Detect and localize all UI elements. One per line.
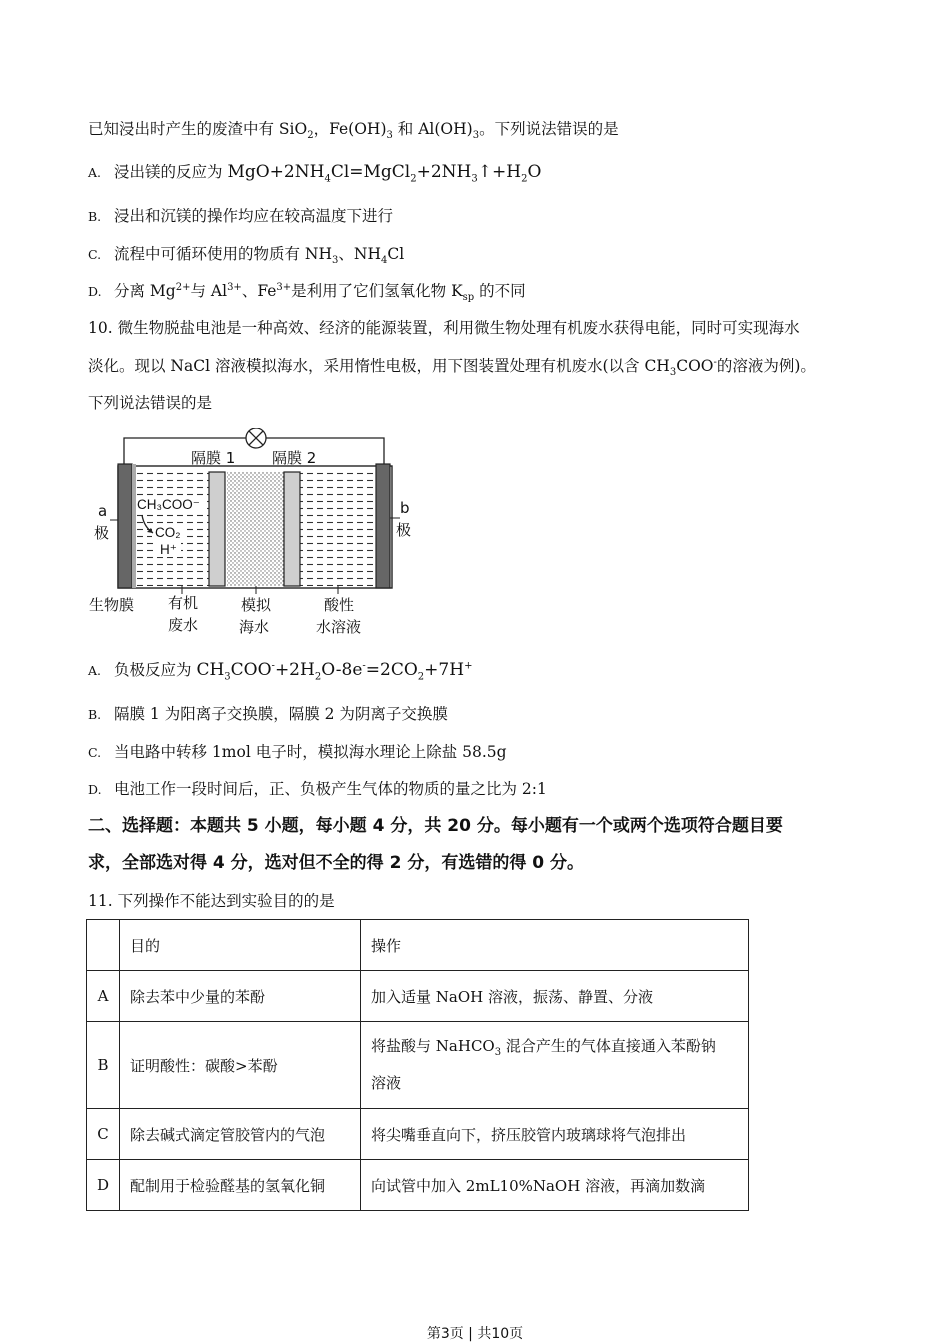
electrode-a-label: a [98, 502, 108, 520]
option-text: 流程中可循环使用的物质有 NH [114, 245, 333, 263]
seawater-label: 模拟 [241, 596, 272, 614]
option-label: A. [88, 663, 102, 678]
op-text: 溶液 [371, 1074, 402, 1092]
q9-option-d [88, 281, 526, 302]
option-text: 、NH [338, 245, 381, 263]
page-footer: 第3页 | 共10页 [426, 1326, 524, 1342]
q10-option-a [88, 660, 472, 681]
electrode-b-label: 极 [396, 521, 412, 539]
sup: 3+ [276, 281, 292, 293]
membrane-2-label: 隔膜 2 [272, 449, 317, 467]
table-row [87, 1109, 749, 1160]
option-label: D. [88, 782, 102, 797]
eq-part: +2H [274, 660, 315, 680]
eq-part: ↑+H [477, 162, 522, 182]
table-header-row [87, 920, 749, 971]
q10-option-b [88, 704, 448, 725]
option-text: 浸出镁的反应为 [114, 163, 228, 181]
row-key: D [87, 1160, 120, 1211]
row-purpose: 配制用于检验醛基的氢氧化铜 [120, 1160, 361, 1211]
sup: - [362, 660, 366, 672]
q10-option-d [88, 779, 547, 800]
sub: 3 [224, 671, 231, 683]
sub: 3 [472, 130, 480, 142]
q10-stem-line3 [88, 393, 212, 413]
q9-option-b [88, 206, 393, 227]
membrane-1-label: 隔膜 1 [191, 449, 236, 467]
eq-part: CH [196, 660, 225, 680]
sub: 2 [521, 173, 528, 185]
equation [196, 660, 473, 683]
membrane-2 [284, 472, 300, 586]
sub: 3 [494, 1047, 502, 1058]
q10-stem-line2 [88, 356, 816, 379]
sub: 3 [332, 255, 339, 267]
electrode-b-label: b [400, 499, 410, 517]
option-text: 分离 Mg [114, 282, 176, 300]
sub: 4 [324, 173, 331, 185]
eq-part: O [527, 162, 542, 182]
row-key: B [87, 1022, 120, 1109]
option-text: 当电路中转移 1mol 电子时，模拟海水理论上除盐 58.5g [114, 743, 507, 761]
experiment-table [86, 919, 749, 1211]
row-operation: 将尖嘴垂直向下，挤压胶管内玻璃球将气泡排出 [361, 1109, 749, 1160]
option-text: 隔膜 1 为阳离子交换膜，隔膜 2 为阴离子交换膜 [114, 705, 448, 723]
q9-option-a [88, 162, 541, 183]
eq-part: MgO+2NH [227, 162, 325, 182]
electrode-b [376, 464, 390, 588]
membrane-1 [209, 472, 225, 586]
option-text: 是利用了它们氢氧化物 K [291, 282, 463, 300]
option-text: 浸出和沉镁的操作均应在较高温度下进行 [114, 207, 394, 225]
seawater-label: 海水 [239, 618, 270, 636]
bulb-icon [246, 428, 266, 448]
intro-text: 已知浸出时产生的废渣中有 SiO [88, 120, 308, 138]
stem-text: 淡化。现以 NaCl 溶液模拟海水，采用惰性电极，用下图装置处理有机废水(以含 CH [88, 357, 670, 375]
q10-option-c [88, 742, 507, 763]
q10-stem-line1 [88, 318, 800, 338]
sub: 4 [380, 255, 388, 267]
row-operation: 加入适量 NaOH 溶液，振荡、静置、分液 [361, 971, 749, 1022]
intro-text: 和 Al(OH) [392, 120, 473, 138]
q11-stem [88, 891, 335, 911]
table-row [87, 1160, 749, 1211]
q9-option-c [88, 244, 404, 265]
sup: - [271, 660, 275, 672]
stem-text: COO [676, 357, 714, 375]
species-h: H⁺ [160, 542, 177, 557]
stem-text: 10. 微生物脱盐电池是一种高效、经济的能源装置，利用微生物处理有机废水获得电能，同时可实现海水 [88, 319, 800, 337]
sub: 2 [307, 130, 314, 142]
option-label: C. [88, 745, 102, 760]
intro-line [88, 119, 619, 142]
table-row [87, 971, 749, 1022]
stem-text: 下列说法错误的是 [88, 394, 213, 412]
row-operation: 向试管中加入 2mL10%NaOH 溶液，再滴加数滴 [361, 1160, 749, 1211]
eq-part: COO [230, 660, 272, 680]
acid-label: 酸性 [324, 596, 355, 614]
eq-part: O-8e [321, 660, 363, 680]
organic-label: 有机 [168, 594, 199, 612]
option-text: 负极反应为 [114, 661, 197, 679]
battery-diagram [86, 428, 416, 643]
sub: 3 [386, 130, 393, 142]
row-key: C [87, 1109, 120, 1160]
biofilm-label: 生物膜 [89, 596, 135, 614]
table-header: 操作 [361, 920, 749, 971]
organic-label: 废水 [168, 616, 199, 634]
eq-part: +2NH [416, 162, 472, 182]
sub: 2 [314, 671, 322, 683]
row-purpose: 除去碱式滴定管胶管内的气泡 [120, 1109, 361, 1160]
species-acetate: CH₃COO⁻ [137, 497, 200, 512]
species-co2: CO₂ [155, 525, 181, 540]
op-text: 混合产生的气体直接通入苯酚钠 [501, 1037, 716, 1055]
sub: 2 [410, 173, 417, 185]
middle-chamber [227, 472, 284, 586]
sub: 3 [471, 173, 478, 185]
sup: + [464, 660, 473, 672]
option-text: 的不同 [474, 282, 526, 300]
option-label: A. [88, 165, 102, 180]
intro-text: ，Fe(OH) [313, 120, 387, 138]
electrode-a-label: 极 [94, 524, 110, 542]
option-label: B. [88, 209, 102, 224]
sub: 3 [669, 367, 677, 379]
stem-text: 的溶液为例)。 [716, 357, 816, 375]
eq-part: =2CO [365, 660, 418, 680]
sup: - [713, 356, 717, 368]
option-text: 与 Al [190, 282, 228, 300]
row-key: A [87, 971, 120, 1022]
stem-text: 11. 下列操作不能达到实验目的的是 [88, 892, 335, 910]
option-label: D. [88, 284, 102, 299]
cathode-chamber [300, 472, 376, 586]
option-text: Cl [387, 245, 405, 263]
table-header: 目的 [120, 920, 361, 971]
op-text: 将盐酸与 NaHCO [371, 1037, 495, 1055]
section-heading: 二、选择题：本题共 5 小题，每小题 4 分，共 20 分。每小题有一个或两个选项符合题目要 [88, 816, 783, 836]
row-purpose: 除去苯中少量的苯酚 [120, 971, 361, 1022]
equation [227, 162, 542, 185]
option-label: C. [88, 247, 102, 262]
option-text: 电池工作一段时间后，正、负极产生气体的物质的量之比为 2:1 [114, 780, 547, 798]
table-header [87, 920, 120, 971]
acid-label: 水溶液 [316, 618, 362, 636]
sub: 2 [417, 671, 425, 683]
option-text: 、Fe [241, 282, 277, 300]
intro-text: 。下列说法错误的是 [479, 120, 619, 138]
electrode-a [118, 464, 132, 588]
sup: 2+ [175, 281, 191, 293]
table-row [87, 1022, 749, 1109]
section-heading: 求，全部选对得 4 分，选对但不全的得 2 分，有选错的得 0 分。 [88, 853, 584, 873]
sup: 3+ [227, 281, 242, 293]
row-operation [361, 1022, 749, 1109]
row-purpose: 证明酸性：碳酸>苯酚 [120, 1022, 361, 1109]
eq-part: +7H [424, 660, 465, 680]
eq-part: Cl=MgCl [330, 162, 411, 182]
option-label: B. [88, 707, 102, 722]
biofilm [132, 464, 136, 588]
sub: sp [462, 292, 475, 304]
